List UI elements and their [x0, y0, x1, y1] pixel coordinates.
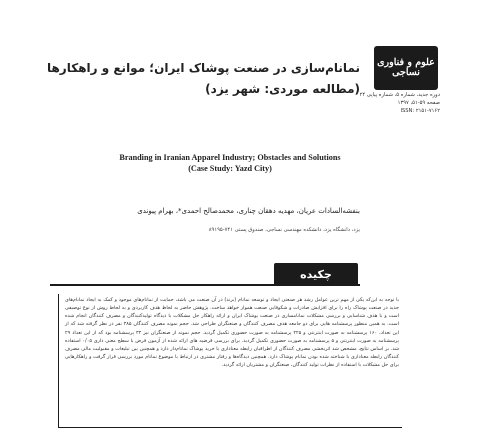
- abstract-heading-text: چکیده: [300, 267, 332, 281]
- journal-meta-line: صفحه ۵۹-۵۱، ۱۳۹۷: [397, 100, 440, 107]
- persian-title-line2: (مطالعه موردی: شهر یزد): [205, 82, 360, 96]
- affiliation: یزد، دانشگاه یزد، دانشکده مهندسی نساجی، صندوق پستی ۷۴۱-۸۹۱۹۵: [208, 227, 360, 233]
- abstract-rule: [50, 284, 360, 286]
- journal-meta: [359, 91, 440, 115]
- journal-meta-line: دوره جدید، شماره ۵، شماره پیاپی ۲۴: [359, 92, 440, 98]
- abstract-box: [58, 294, 402, 428]
- abstract-text: با توجه به این‌که یکی از مهم ترین عوامل رشد هر صنعتی ایجاد و توسعه نمانام (برند) در آن صنعت می باشد، حمایت از نمانام‌های موجود و کمک به ایجاد نمانام‌های جدید در صنعت پوشاک راه را برای افزایش صادرات و شکوفایی صنعت هموار خواهد ساخت. پژوهش حاضر به لحاظ هدف کاربردی و به لحاظ روش از نوع توصیفی است و با هدف شناسایی و بررسی مشکلات نمانامسازی در صنعت پوشاک ایران و ارائه راهکار حل مشکلات با دیدگاه تولیدکنندگان و مصرف کنندگان انجام شده است. به همین منظور پرسشنامه هایی برای دو جامعه هدف مصرف کنندگان و صنعتگران طراحی شد. حجم نمونه مصرف کنندگان ۳۸۵ نفر در نظر گرفته شد که از این تعداد، ۱۶۰ پرسشنامه به صورت اینترنتی و ۲۲۵ پرسشنامه به صورت حضوری تکمیل گردید. حجم نمونه از صنعتگران نیز ۳۴ پرسشنامه بود که از این تعداد ۲۹ پرسشنامه به صورت اینترنتی و ۵ پرسشنامه به صورت حضوری تکمیل گردید. برای بررسی فرضیه های ارائه شده از آزمون فرض با سطح معنی داری ۰/۰۵ استفاده شد. بر اساس نتایج، مشخص شد اثربخشی مصرف کنندگان از اطرافیان رابطه معناداری با خرید پوشاک نمانام‌دار دارد و همچنین بین تبلیغات و مقبولیت مالی مصرف کنندگان رابطه معناداری با شناخته شده بودن نمانام پوشاک دارد. همچنین دیدگاه‌ها و رفتار مشتری در ارتباط با موضوع نمانام مورد بررسی قرار گرفت و راهکارهایی برای حل مشکلات با استفاده از نظرات تولید کنندگان، صنعتگران و مشتریان ارائه گردید.: [65, 297, 399, 369]
- journal-logo: [374, 46, 438, 90]
- persian-title-line1: نمانام‌سازی در صنعت پوشاک ایران؛ موانع و راهکارها: [46, 61, 360, 75]
- abstract-heading: [274, 263, 358, 285]
- english-title: [80, 152, 380, 174]
- english-title-line2: (Case Study: Yazd City): [188, 164, 272, 174]
- journal-meta-line: ISSN: ۲۱۵۱-۷۱۶۲: [400, 108, 440, 115]
- english-title-line1: Branding in Iranian Apparel Industry; Obstacles and Solutions: [119, 153, 341, 162]
- journal-logo-text: علوم و فناوری نساجی: [377, 56, 435, 78]
- persian-title: [46, 58, 360, 100]
- author-list: بنفشه‌السادات عریان، مهدیه دهقان چناری، محمدصالح احمدی*، بهرام پیوندی: [137, 207, 360, 215]
